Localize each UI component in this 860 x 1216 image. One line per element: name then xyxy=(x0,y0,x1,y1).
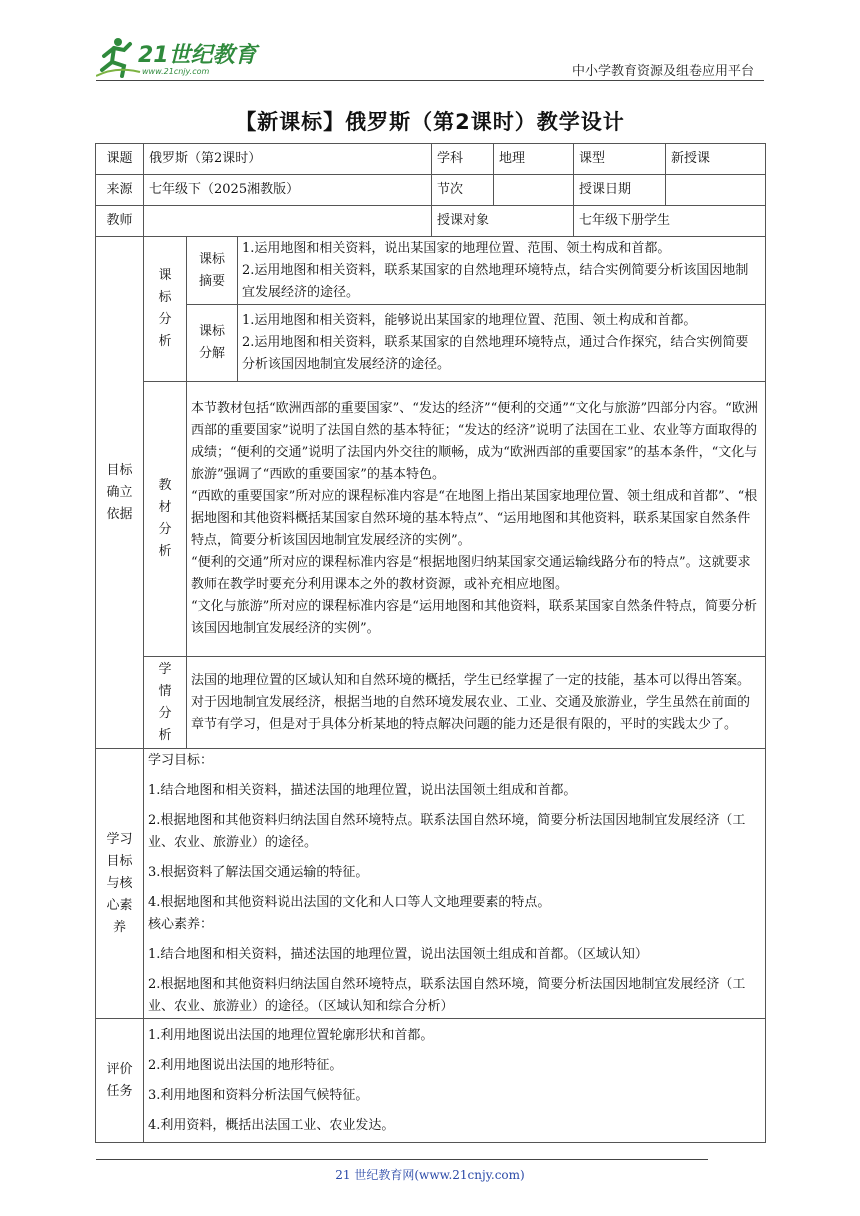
textbook-analysis-label: 教材分析 xyxy=(144,382,187,657)
lesson-plan-table xyxy=(95,143,766,1143)
type-label: 课型 xyxy=(574,144,666,175)
row-teacher xyxy=(96,206,766,237)
textbook-analysis-text: 本节教材包括“欧洲西部的重要国家”、“发达的经济”“便利的交通”“文化与旅游”四部分内容。“欧洲西部的重要国家”说明了法国自然的基本特征；“发达的经济”说明了法国在工业、农业等方面取得的成绩；“便利的交通”说明了法国内外交往的顺畅，成为“欧洲西部的重要国家”的基本条件，“文化与旅游”强调了“西欧的重要国家”的基本特色。 “西欧的重要国家”所对应的课程标准内容是“在地图上指出某国家地理位置、领土组成和首都”、“根据地图和其他资料概括某国家自然环境的基本特点”、“运用地图和其他资料，联系某国家自然条件特点，简要分析该国因地制宜发展经济的实例”。 “便利的交通”所对应的课程标准内容是“根据地图归纳某国家交通运输线路分布的特点”。这就要求教师在教学时要充分利用课本之外的教材资源，或补充相应地图。 “文化与旅游”所对应的课程标准内容是“运用地图和其他资料，联系某国家自然条件特点，简要分析该国因地制宜发展经济的实例”。 xyxy=(187,382,766,657)
svg-text:www.21cnjy.com: www.21cnjy.com xyxy=(142,67,210,76)
learning-text: 学习目标： 1.结合地图和相关资料，描述法国的地理位置，说出法国领土组成和首都。 2.根据地图和其他资料归纳法国自然环境特点。联系法国自然环境，简要分析法国因地制宜发展经济（工业、农业、旅游业）的途径。 3.根据资料了解法国交通运输的特征。 4.根据地图和其他资料说出法国的文化和人口等人文地理要素的特点。 核心素养： 1.结合地图和相关资料，描述法国的地理位置，说出法国领土组成和首都。（区域认知） 2.根据地图和其他资料归纳法国自然环境特点，联系法国自然环境，简要分析法国因地制宜发展经济（工业、农业、旅游业）的途径。（区域认知和综合分析） xyxy=(144,749,766,1019)
site-logo xyxy=(96,36,266,80)
source-label: 来源 xyxy=(96,175,144,206)
standard-analysis-label: 课标分析 xyxy=(144,237,187,382)
row-source xyxy=(96,175,766,206)
summary-label: 课标摘要 xyxy=(187,237,238,305)
date-label: 授课日期 xyxy=(574,175,666,206)
subject-label: 学科 xyxy=(432,144,494,175)
page-header xyxy=(0,0,860,90)
teacher-value xyxy=(144,206,432,237)
teacher-label: 教师 xyxy=(96,206,144,237)
learning-label: 学习目标与核心素养 xyxy=(96,749,144,1019)
row-evaluation xyxy=(96,1019,766,1143)
row-learning xyxy=(96,749,766,1019)
source-value: 七年级下（2025湘教版） xyxy=(144,175,432,206)
row-textbook-analysis xyxy=(96,382,766,657)
platform-name: 中小学教育资源及组卷应用平台 xyxy=(571,64,754,79)
target-label: 授课对象 xyxy=(432,206,574,237)
header-divider xyxy=(96,80,764,81)
date-value xyxy=(666,175,766,206)
svg-text:21世纪教育: 21世纪教育 xyxy=(138,43,257,68)
footer-link[interactable]: 21 世纪教育网(www.21cnjy.com) xyxy=(335,1168,525,1182)
summary-text: 1.运用地图和相关资料，说出某国家的地理位置、范围、领土构成和首都。 2.运用地图和相关资料，联系某国家的自然地理环境特点，结合实例简要分析该国因地制宜发展经济的途径。 xyxy=(238,237,766,305)
row-student-analysis xyxy=(96,657,766,749)
section-label: 节次 xyxy=(432,175,494,206)
footer-divider xyxy=(96,1159,708,1160)
evaluation-text: 1.利用地图说出法国的地理位置轮廓形状和首都。 2.利用地图说出法国的地形特征。 3.利用地图和资料分析法国气候特征。 4.利用资料，概括出法国工业、农业发达。 xyxy=(144,1019,766,1143)
subject-value: 地理 xyxy=(494,144,574,175)
document-title: 【新课标】俄罗斯（第2课时）教学设计 xyxy=(235,110,625,134)
topic-label: 课题 xyxy=(96,144,144,175)
student-analysis-label: 学情分析 xyxy=(144,657,187,749)
row-standard-summary xyxy=(96,237,766,305)
type-value: 新授课 xyxy=(666,144,766,175)
row-standard-decompose xyxy=(96,305,766,382)
section-value xyxy=(494,175,574,206)
evaluation-label: 评价任务 xyxy=(96,1019,144,1143)
decompose-text: 1.运用地图和相关资料，能够说出某国家的地理位置、范围、领土构成和首都。 2.运用地图和相关资料，联系某国家的自然地理环境特点，通过合作探究，结合实例简要分析该国因地制宜发展经济的途径。 xyxy=(238,305,766,382)
student-analysis-text: 法国的地理位置的区域认知和自然环境的概括，学生已经掌握了一定的技能，基本可以得出答案。对于因地制宜发展经济，根据当地的自然环境发展农业、工业、交通及旅游业，学生虽然在前面的章节有学习，但是对于具体分析某地的特点解决问题的能力还是很有限的，平时的实践太少了。 xyxy=(187,657,766,749)
topic-value: 俄罗斯（第2课时） xyxy=(144,144,432,175)
goal-basis-label: 目标确立依据 xyxy=(96,237,144,749)
target-value: 七年级下册学生 xyxy=(574,206,766,237)
decompose-label: 课标分解 xyxy=(187,305,238,382)
row-topic xyxy=(96,144,766,175)
